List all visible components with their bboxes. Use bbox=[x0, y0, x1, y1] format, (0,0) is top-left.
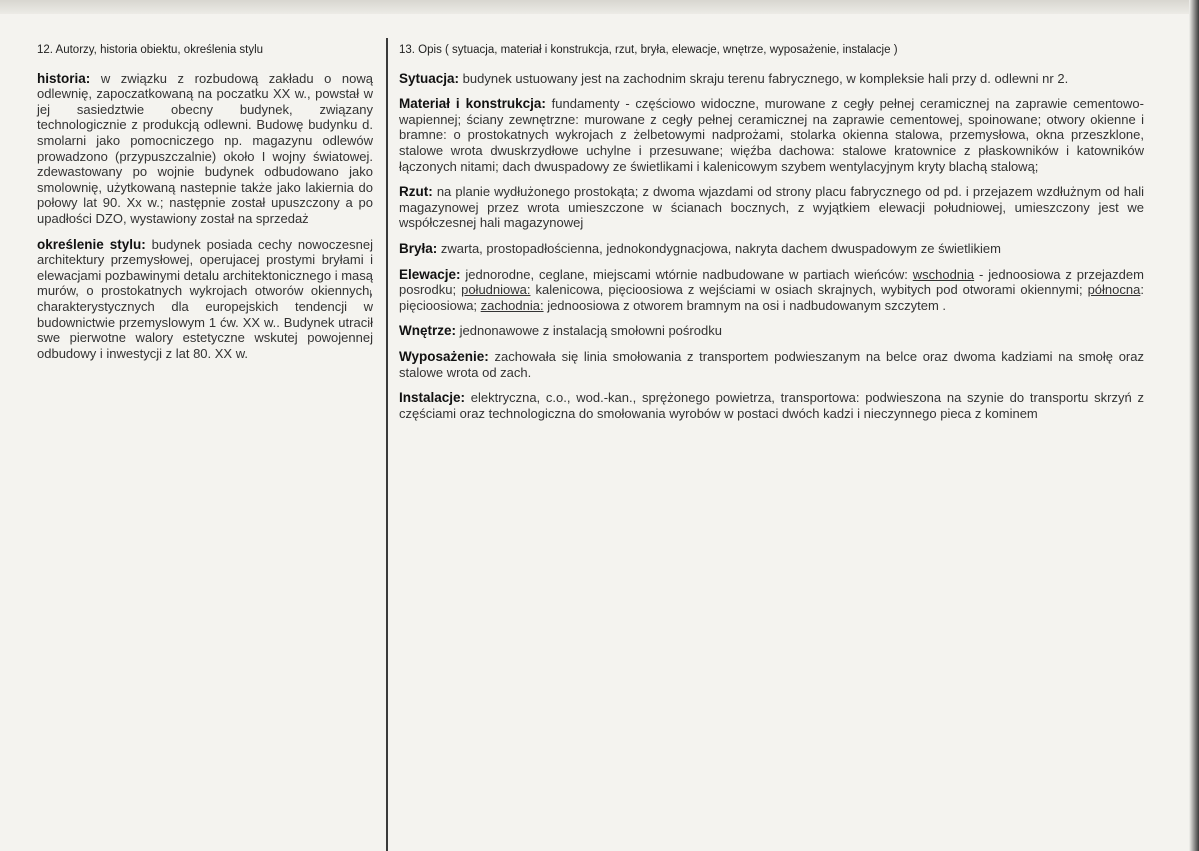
instalacje-paragraph bbox=[399, 390, 1144, 421]
historia-paragraph bbox=[37, 71, 373, 227]
material-paragraph bbox=[399, 96, 1144, 174]
scan-right-edge bbox=[1189, 0, 1199, 851]
bryla-paragraph bbox=[399, 241, 1144, 257]
section-12-heading: 12. Autorzy, historia obiektu, określenia stylu bbox=[37, 44, 264, 56]
historia-label: historia: bbox=[37, 70, 91, 86]
right-column bbox=[399, 43, 1144, 431]
left-column bbox=[37, 43, 373, 371]
elewacje-text-5: jednoosiowa z otworem bramnym na osi i nadbudowanym szczytem . bbox=[547, 297, 947, 313]
wyposazenie-paragraph bbox=[399, 349, 1144, 380]
scan-top-edge bbox=[0, 0, 1199, 14]
rzut-label: Rzut: bbox=[399, 184, 433, 200]
styl-label: określenie stylu: bbox=[37, 236, 146, 252]
elewacje-paragraph bbox=[399, 267, 1144, 314]
elewacje-wschodnia: wschodnia bbox=[912, 266, 975, 282]
instalacje-label: Instalacje: bbox=[399, 390, 466, 406]
styl-text: budynek posiada cechy nowoczesnej architektury przemysłowej, operujacej prostymi bryłami i elewacjami pozbawinymi detalu architektonicznego i masą murów, o prostokatnych wykrojach otworów okiennych, charakterystycznych dla europejskich tendencji w budownictwie przemyslowym 1 ćw. XX w.. Budynek utracił swe pierwotne walory estetyczne wskutej powojennej odbudowy i inwestycji z lat 80. XX w. bbox=[37, 236, 374, 361]
elewacje-text-4: : pięcioosiowa; bbox=[399, 282, 1144, 313]
rzut-text: na planie wydłużonego prostokąta; z dwoma wjazdami od strony placu fabrycznego od pd. i przejazem wzdłużnym od hali magazynowej przez wrota umieszczone w ścianach bocznych, z wyjątkiem elewacji południowej, umieszczony jest we współczesnej hali magazynowej bbox=[399, 184, 1144, 231]
bryla-text: zwarta, prostopadłościenna, jednokondygnacjowa, nakryta dachem dwuspadowym ze świetlikiem bbox=[440, 240, 1001, 256]
wnetrze-label: Wnętrze: bbox=[399, 323, 456, 339]
elewacje-poludniowa: południowa: bbox=[461, 282, 531, 298]
section-13-heading: 13. Opis ( sytuacja, materiał i konstrukcja, rzut, bryła, elewacje, wnętrze, wyposażenie, instalacje ) bbox=[399, 44, 898, 56]
elewacje-text-2: - jednoosiowa z przejazdem posrodku; bbox=[399, 266, 1144, 298]
styl-paragraph bbox=[37, 237, 373, 362]
bryla-label: Bryła: bbox=[399, 240, 438, 256]
column-divider bbox=[386, 38, 388, 851]
elewacje-label: Elewacje: bbox=[399, 266, 461, 282]
sytuacja-text: budynek ustuowany jest na zachodnim skraju terenu fabrycznego, w kompleksie hali przy d. odlewni nr 2. bbox=[462, 70, 1069, 86]
material-label: Materiał i konstrukcja: bbox=[399, 96, 546, 112]
elewacje-zachodnia: zachodnia: bbox=[480, 297, 544, 313]
instalacje-text: elektryczna, c.o., wod.-kan., sprężonego powietrza, transportowa: podwieszona na szynie do transportu skrzyń z częściami oraz technologiczna do smołowania wyrobów w postaci dwóch kadzi i nieczynnego pieca z kominem bbox=[399, 390, 1144, 421]
elewacje-text-3: kalenicowa, pięcioosiowa z wejściami w osiach skrajnych, wybitych pod otworami okiennymi; bbox=[535, 282, 1083, 298]
wyposazenie-text: zachowała się linia smołowania z transportem podwieszanym na belce oraz dwoma kadziami na smołę oraz stalowe wrota od zach. bbox=[399, 348, 1144, 380]
elewacje-text-1: jednorodne, ceglane, miejscami wtórnie nadbudowane w partiach wieńców: bbox=[465, 266, 908, 282]
elewacje-polnocna: północna bbox=[1087, 282, 1141, 298]
wnetrze-paragraph bbox=[399, 323, 1144, 339]
material-text: fundamenty - częściowo widoczne, murowane z cegły pełnej ceramicznej na zaprawie cementowo-wapiennej; ściany zewnętrzne: murowane z cegły pełnej ceramicznej na zaprawie cementowej, spoinowane; otwory okienne i bramne: o prostokatnych wykrojach z żelbetowymi nadprożami, stolarka okienna stalowa, przemysłowa, okna przeszklone, stalowe wrota dwuskrzydłowe uchylne i przesuwane; więźba dachowa: stalowe kratownice z płaskowników i katowników łączonych nitami; dach dwuspadowy ze świetlikami i kalenicowym szybem wentylacyjnym kryty blachą stalową; bbox=[399, 96, 1144, 174]
sytuacja-label: Sytuacja: bbox=[399, 70, 460, 86]
wyposazenie-label: Wyposażenie: bbox=[399, 348, 489, 364]
historia-text: w związku z rozbudową zakładu o nową odlewnię, zapoczatkowaną na poczatku XX w., powstał w jej sasiedztwie obecny budynek, związany technologicznie z produkcją odlewni. Budowę budynku d. smolarni jako pomocniczego np. magazynu odlewów prowadzono (przypuszczalnie) około I wojny światowej. zdewastowany po wojnie budynek odbudowano jako smolownię, użytkowaną nastepnie także jako lakiernia do połowy lat 90. Xx w.; następnie został upuszczony a po upadłości DZO, wystawiony został na sprzedaż bbox=[37, 70, 373, 226]
wnetrze-text: jednonawowe z instalacją smołowni pośrodku bbox=[459, 323, 722, 339]
rzut-paragraph bbox=[399, 184, 1144, 231]
sytuacja-paragraph bbox=[399, 71, 1144, 87]
